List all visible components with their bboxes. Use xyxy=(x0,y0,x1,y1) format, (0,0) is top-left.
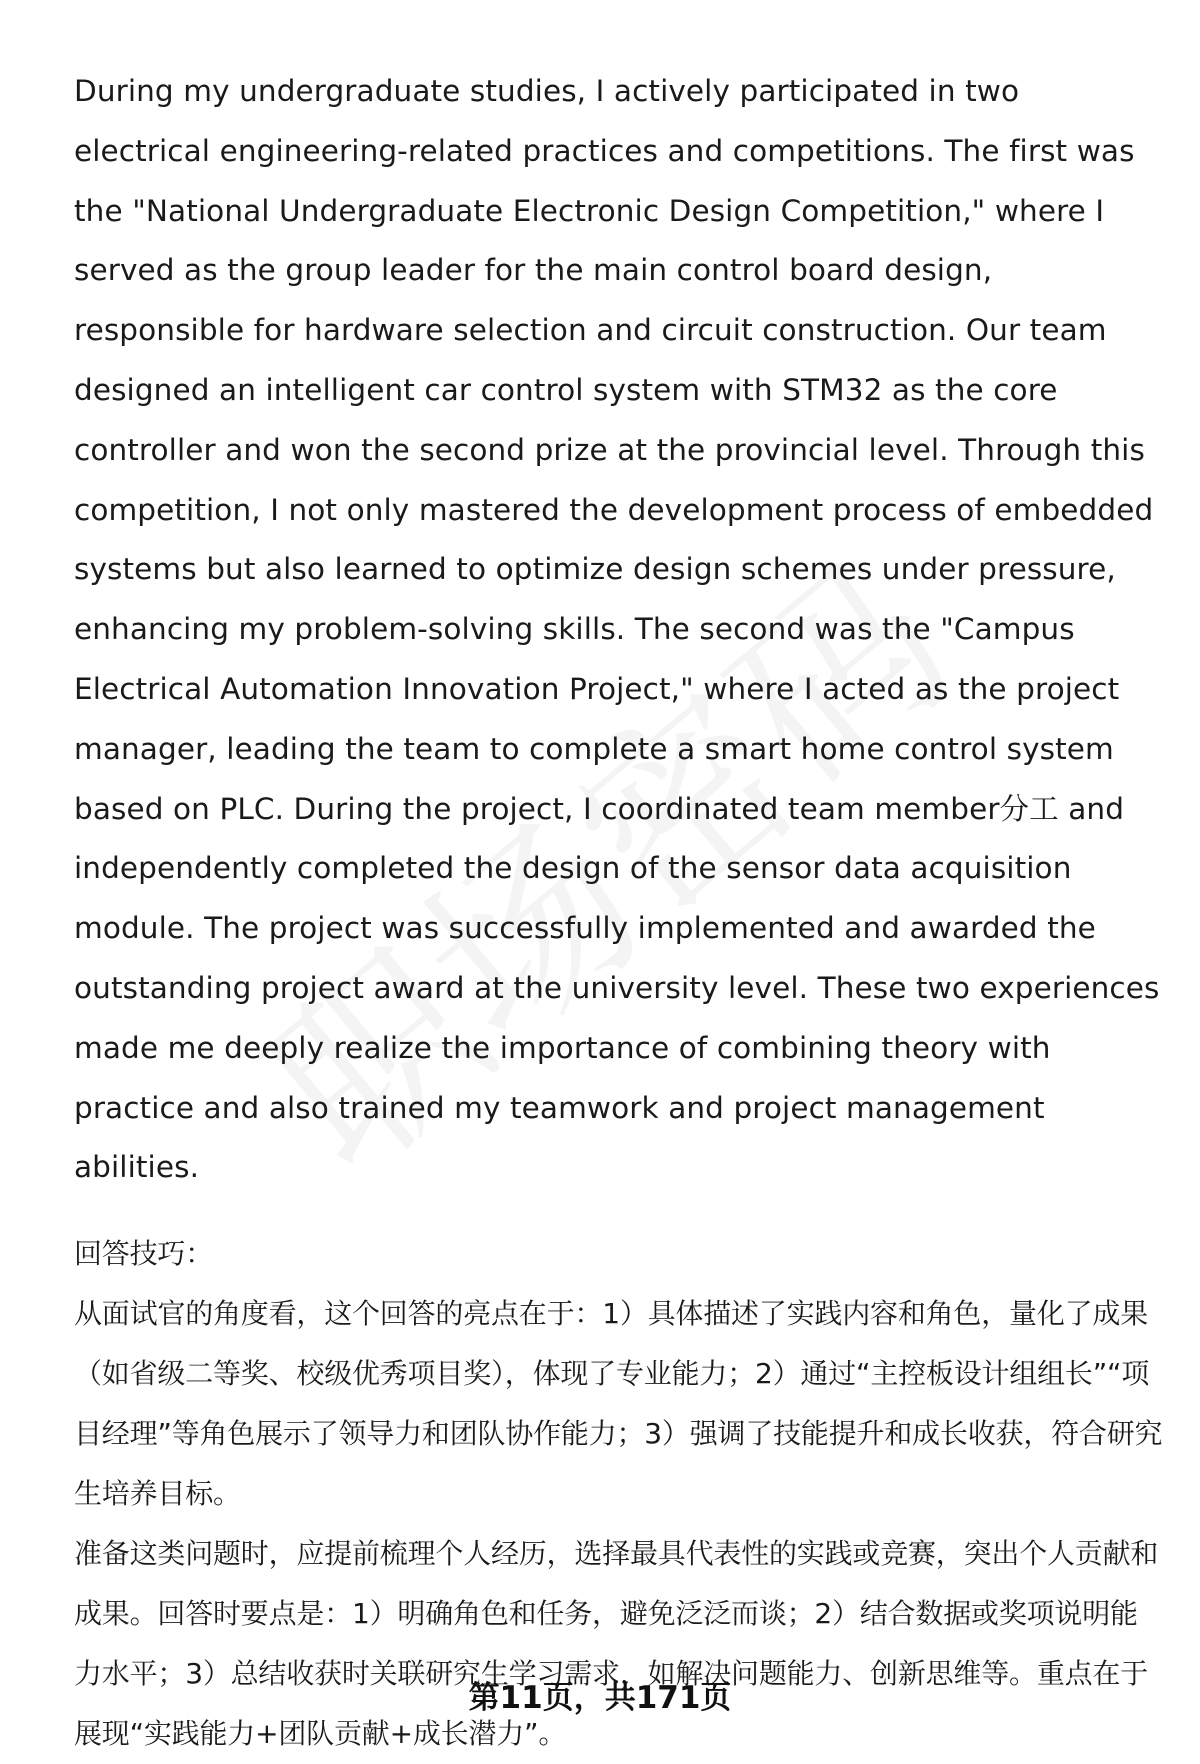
tips-paragraph-interviewer-view: 从面试官的角度看，这个回答的亮点在于：1）具体描述了实践内容和角色，量化了成果（如省级二等奖、校级优秀项目奖），体现了专业能力；2）通过“主控板设计组组长”“项目经理”等角色展示了领导力和团队协作能力；3）强调了技能提升和成长收获，符合研究生培养目标。 xyxy=(74,1297,1163,1511)
tips-heading: 回答技巧： xyxy=(74,1237,214,1271)
document-body xyxy=(74,62,1164,1764)
tips-paragraph-preparation: 准备这类问题时，应提前梳理个人经历，选择最具代表性的实践或竞赛，突出个人贡献和成果。回答时要点是：1）明确角色和任务，避免泛泛而谈；2）结合数据或奖项说明能力水平；3）总结收获时关联研究生学习需求，如解决问题能力、创新思维等。重点在于展现“实践能力+团队贡献+成长潜力”。 xyxy=(74,1537,1159,1751)
answer-paragraph: During my undergraduate studies, I actively participated in two electrical engineering-related practices and competitions. The first was the "National Undergraduate Electronic Design Competition," where I served as the group leader for the main control board design, responsible for hardware selection and circuit construction. Our team designed an intelligent car control system with STM32 as the core controller and won the second prize at the provincial level. Through this competition, I not only mastered the development process of embedded systems but also learned to optimize design schemes under pressure, enhancing my problem-solving skills. The second was the "Campus Electrical Automation Innovation Project," where I acted as the project manager, leading the team to complete a smart home control system based on PLC. During the project, I coordinated team member分工 and independently completed the design of the sensor data acquisition module. The project was successfully implemented and awarded the outstanding project award at the university level. These two experiences made me deeply realize the importance of combining theory with practice and also trained my teamwork and project management abilities. xyxy=(74,74,1160,1185)
page-number: 第11页，共171页 xyxy=(468,1680,732,1716)
